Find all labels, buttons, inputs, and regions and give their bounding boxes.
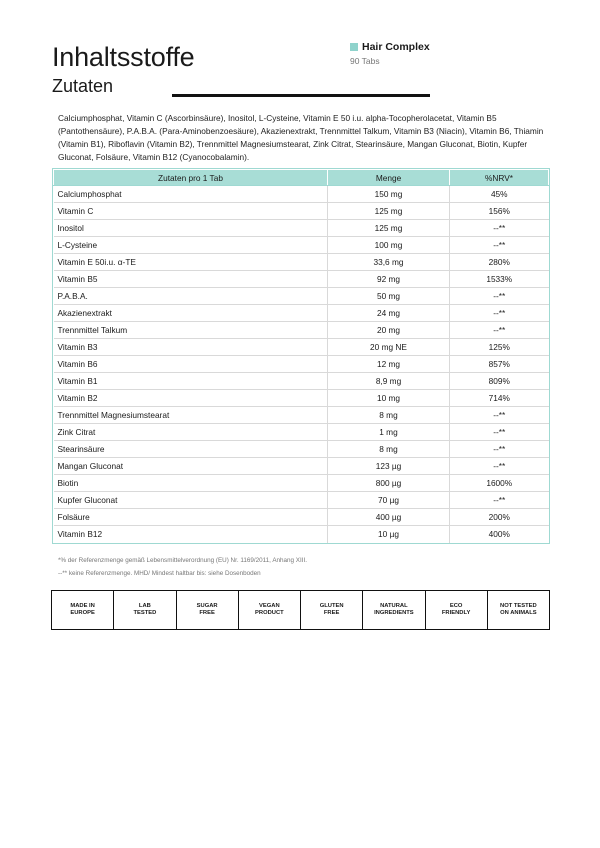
ingredient-name-cell: Vitamin B3 xyxy=(54,339,328,356)
column-header-amount: Menge xyxy=(328,170,450,186)
amount-cell: 400 µg xyxy=(328,509,450,526)
ingredient-name-cell: Vitamin B2 xyxy=(54,390,328,407)
nrv-cell: --** xyxy=(450,322,549,339)
table-row xyxy=(54,356,549,373)
ingredient-name-cell: Inositol xyxy=(54,220,328,237)
table-row xyxy=(54,288,549,305)
nrv-cell: 809% xyxy=(450,373,549,390)
nrv-cell: --** xyxy=(450,424,549,441)
amount-cell: 8 mg xyxy=(328,441,450,458)
nrv-cell: 125% xyxy=(450,339,549,356)
table-row xyxy=(54,390,549,407)
product-name: Hair Complex xyxy=(362,41,430,53)
amount-cell: 8 mg xyxy=(328,407,450,424)
ingredient-name-cell: Akazienextrakt xyxy=(54,305,328,322)
ingredient-name-cell: Trennmittel Talkum xyxy=(54,322,328,339)
table-row xyxy=(54,458,549,475)
amount-cell: 125 mg xyxy=(328,220,450,237)
table-row xyxy=(54,509,549,526)
table-row xyxy=(54,203,549,220)
badge-5: NATURAL INGREDIENTS xyxy=(363,591,425,629)
table-row xyxy=(54,186,549,203)
nutrition-table-container xyxy=(52,168,550,544)
ingredient-name-cell: Kupfer Gluconat xyxy=(54,492,328,509)
table-row xyxy=(54,322,549,339)
nrv-cell: --** xyxy=(450,407,549,424)
nrv-cell: --** xyxy=(450,305,549,322)
amount-cell: 10 mg xyxy=(328,390,450,407)
product-name-row xyxy=(350,41,430,53)
footnotes xyxy=(58,555,307,580)
amount-cell: 125 mg xyxy=(328,203,450,220)
table-row xyxy=(54,441,549,458)
table-row xyxy=(54,254,549,271)
badge-2: SUGAR FREE xyxy=(177,591,239,629)
amount-cell: 20 mg NE xyxy=(328,339,450,356)
amount-cell: 100 mg xyxy=(328,237,450,254)
nrv-cell: 200% xyxy=(450,509,549,526)
badge-7: NOT TESTED ON ANIMALS xyxy=(500,603,537,616)
amount-cell: 8,9 mg xyxy=(328,373,450,390)
amount-cell: 92 mg xyxy=(328,271,450,288)
ingredient-name-cell: Stearinsäure xyxy=(54,441,328,458)
nrv-cell: 1533% xyxy=(450,271,549,288)
nutrition-table xyxy=(53,169,549,543)
footnote-nrv: *% der Referenzmenge gemäß Lebensmittelverordnung (EU) Nr. 1169/2011, Anhang XIII. xyxy=(58,557,307,564)
ingredient-name-cell: Vitamin C xyxy=(54,203,328,220)
ingredient-name-cell: Folsäure xyxy=(54,509,328,526)
table-row xyxy=(54,237,549,254)
nrv-cell: --** xyxy=(450,220,549,237)
badge-4: GLUTEN FREE xyxy=(301,591,363,629)
ingredient-name-cell: Vitamin B12 xyxy=(54,526,328,543)
nrv-cell: 1600% xyxy=(450,475,549,492)
nrv-cell: 280% xyxy=(450,254,549,271)
nrv-cell: --** xyxy=(450,237,549,254)
badge-3: VEGAN PRODUCT xyxy=(239,591,301,629)
nrv-cell: --** xyxy=(450,441,549,458)
ingredient-name-cell: Vitamin B6 xyxy=(54,356,328,373)
ingredient-name-cell: Mangan Gluconat xyxy=(54,458,328,475)
amount-cell: 70 µg xyxy=(328,492,450,509)
ingredients-text: Calciumphosphat, Vitamin C (Ascorbinsäure), Inositol, L-Cysteine, Vitamin E 50 i.u. alpha-Tocopherolacetat, Vitamin B5 (Pantothensäure), P.A.B.A. (Para-Aminobenzoesäure), Akazienextrakt, Trennmittel Talkum, Vitamin B3 (Niacin), Vitamin B6, Thiamin (Vitamin B1), Riboflavin (Vitamin B2), Trennmittel Magnesiumstearat, Zink Citrat, Stearinsäure, Mangan Gluconat, Biotin, Kupfer Gluconat, Folsäure, Vitamin B12 (Cyanocobalamin). xyxy=(58,113,544,162)
badge-0: MADE IN EUROPE xyxy=(52,591,114,629)
amount-cell: 1 mg xyxy=(328,424,450,441)
ingredient-name-cell: Vitamin B5 xyxy=(54,271,328,288)
nrv-cell: 45% xyxy=(450,186,549,203)
quality-badges-bar xyxy=(51,590,550,630)
amount-cell: 24 mg xyxy=(328,305,450,322)
ingredient-name-cell: P.A.B.A. xyxy=(54,288,328,305)
badge-6: ECO FRIENDLY xyxy=(426,591,488,629)
nrv-cell: 156% xyxy=(450,203,549,220)
nrv-cell: --** xyxy=(450,288,549,305)
ingredient-name-cell: Biotin xyxy=(54,475,328,492)
nrv-cell: --** xyxy=(450,458,549,475)
nrv-cell: 857% xyxy=(450,356,549,373)
table-row xyxy=(54,526,549,543)
ingredient-name-cell: Vitamin E 50i.u. α-TE xyxy=(54,254,328,271)
table-row xyxy=(54,407,549,424)
product-quantity: 90 Tabs xyxy=(350,56,380,66)
product-info xyxy=(350,41,430,66)
page-title: Inhaltsstoffe xyxy=(52,42,195,72)
nrv-cell: 400% xyxy=(488,529,510,540)
page-subtitle: Zutaten xyxy=(52,76,114,96)
ingredient-name-cell: Vitamin B1 xyxy=(54,373,328,390)
table-header-row xyxy=(54,170,549,186)
ingredient-name-cell: Zink Citrat xyxy=(54,424,328,441)
footnote-no-reference: --** keine Referenzmenge. MHD/ Mindest haltbar bis: siehe Dosenboden xyxy=(58,569,261,577)
amount-cell: 33,6 mg xyxy=(328,254,450,271)
table-row xyxy=(54,475,549,492)
nrv-cell: 714% xyxy=(450,390,549,407)
column-header-nrv: %NRV* xyxy=(450,170,549,186)
title-divider xyxy=(172,94,430,97)
ingredient-name-cell: L-Cysteine xyxy=(54,237,328,254)
table-body xyxy=(54,186,549,543)
amount-cell: 12 mg xyxy=(328,356,450,373)
ingredient-name-cell: Calciumphosphat xyxy=(54,186,328,203)
ingredient-name-cell: Trennmittel Magnesiumstearat xyxy=(54,407,328,424)
badge-1: LAB TESTED xyxy=(114,591,176,629)
amount-cell: 20 mg xyxy=(328,322,450,339)
table-row xyxy=(54,271,549,288)
amount-cell: 150 mg xyxy=(328,186,450,203)
table-row xyxy=(54,424,549,441)
table-row xyxy=(54,339,549,356)
nrv-cell: --** xyxy=(450,492,549,509)
amount-cell: 50 mg xyxy=(328,288,450,305)
amount-cell: 800 µg xyxy=(328,475,450,492)
table-row xyxy=(54,373,549,390)
column-header-ingredient: Zutaten pro 1 Tab xyxy=(54,170,328,186)
table-row xyxy=(54,305,549,322)
amount-cell: 10 µg xyxy=(328,526,450,543)
amount-cell: 123 µg xyxy=(328,458,450,475)
square-bullet-icon xyxy=(350,43,358,51)
table-row xyxy=(54,492,549,509)
table-row xyxy=(54,220,549,237)
